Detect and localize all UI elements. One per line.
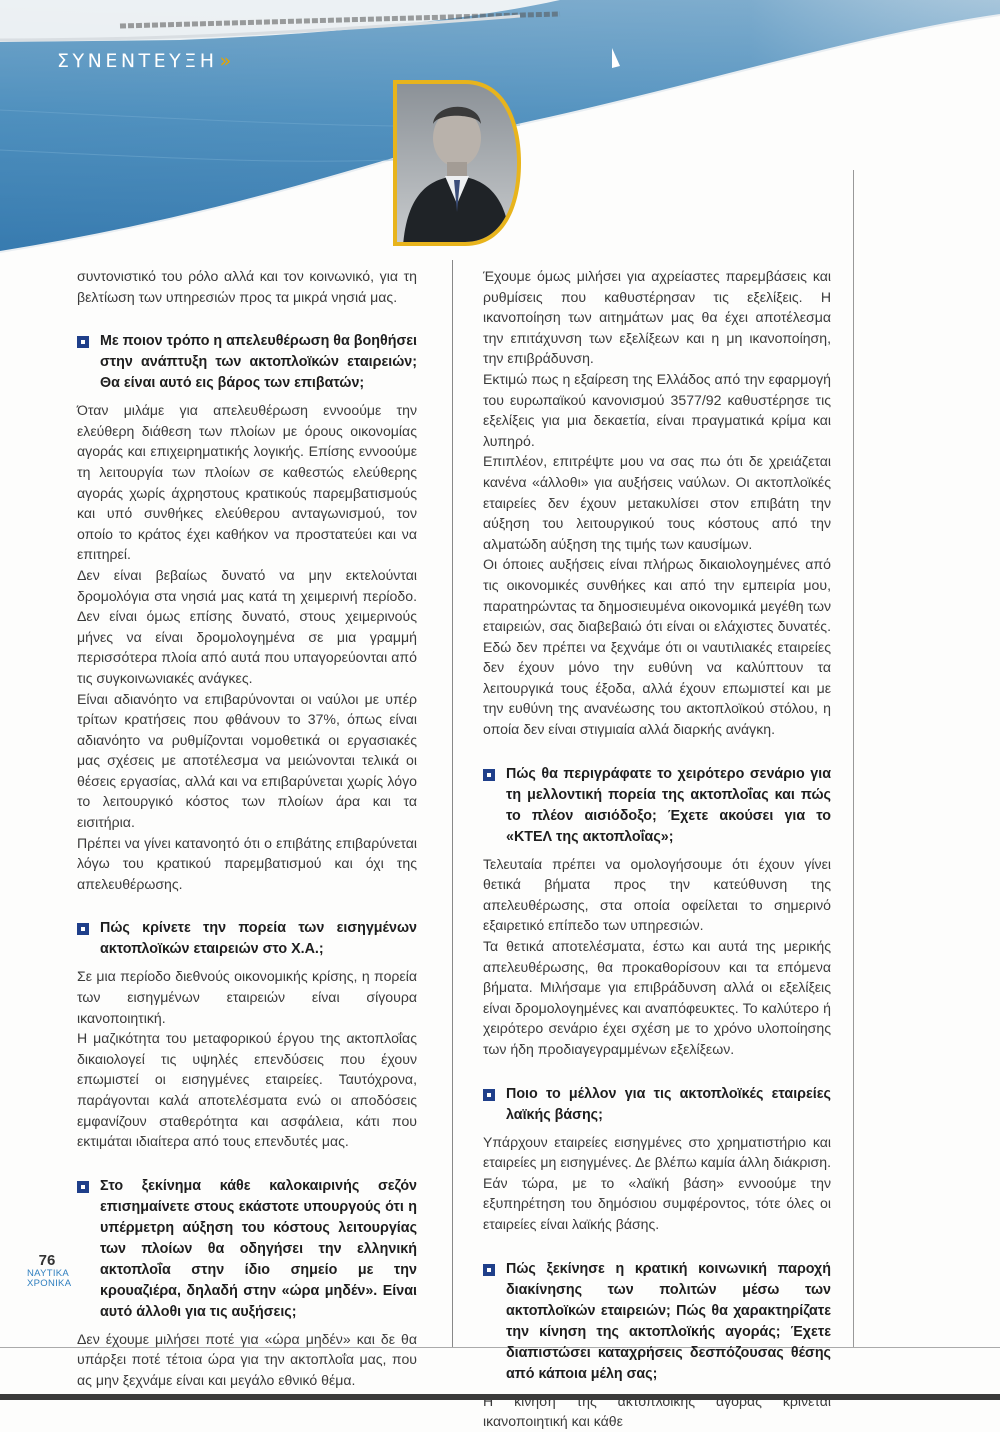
answer-paragraph: Σε μια περίοδο διεθνούς οικονομικής κρίσης, η πορεία των εισηγμένων εταιρειών είναι σίγουρα ικανοποιητική. xyxy=(77,968,417,1026)
question-bullet-icon xyxy=(77,336,89,348)
right-column xyxy=(483,266,831,1432)
page-number: 76 xyxy=(38,1252,56,1269)
question-bullet-icon xyxy=(483,769,495,781)
question-2 xyxy=(77,918,417,960)
question-4 xyxy=(483,764,831,848)
question-1 xyxy=(77,331,417,394)
answer-paragraph: Δεν έχουμε μιλήσει ποτέ για «ώρα μηδέν» και δε θα υπάρξει ποτέ τέτοια ώρα για την ακτοπλοΐα μας, που ας μην ξεχνάμε είναι και μεγάλο εθνικό θέμα. xyxy=(77,1330,417,1388)
question-bullet-icon xyxy=(483,1089,495,1101)
question-5 xyxy=(483,1084,831,1126)
answer-paragraph: Εκτιμώ πως η εξαίρεση της Ελλάδος από την εφαρμογή του ευρωπαϊκού κανονισμού 3577/92 καθυστέρησε τις εξελίξεις για μια δεκαετία, είναι πραγματικά κρίμα και λυπηρό. xyxy=(483,370,831,449)
answer-paragraph: Δεν είναι βεβαίως δυνατό να μην εκτελούνται δρομολόγια στα νησιά μας κατά τη χειμερινή περίοδο. Δεν είναι όμως επίσης δυνατό, στους χειμερινούς μήνες να είναι δρομολογημένα σε μια γραμμή περισσότερα πλοία από αυτά που υπαγορεύονται από τις συγκοινωνιακές ανάγκες. xyxy=(77,566,417,686)
question-4-text: Πώς θα περιγράφατε το χειρότερο σενάριο για τη μελλοντική πορεία της ακτοπλοΐας και πώς το πλέον αισιόδοξο; Έχετε ακούσει για το «ΚΤΕΛ της ακτοπλοΐας»; xyxy=(506,765,831,845)
question-6-text: Πώς ξεκίνησε η κρατική κοινωνική παροχή διακίνησης των πολιτών μέσω των ακτοπλοϊκών εταιρειών; Πώς θα χαρακτηρίζατε την κίνηση της ακτοπλοϊκής αγοράς; Έχετε διαπιστώσει καταχρήσεις δεσπόζουσας θέσης από κάποια μέλη σας; xyxy=(506,1260,831,1382)
answer-paragraph: Η μαζικότητα του μεταφορικού έργου της ακτοπλοΐας δικαιολογεί τις υψηλές επενδύσεις που έχουν επωμιστεί οι εισηγμένες εταιρείες. Ταυτόχρονα, παράγονται καλά αποτελέσματα ενώ οι αποδόσεις εμφανίζουν σταθερότητα και ασφάλεια, κάτι που εκτιμάται ιδιαίτερα από τους επενδυτές μας. xyxy=(77,1030,417,1150)
page-folio xyxy=(27,1252,72,1289)
question-5-text: Ποιο το μέλλον για τις ακτοπλοϊκές εταιρείες λαϊκής βάσης; xyxy=(506,1085,831,1123)
interviewee-portrait xyxy=(393,80,521,246)
question-3-text: Στο ξεκίνημα κάθε καλοκαιρινής σεζόν επισημαίνετε στους εκάστοτε υπουργούς ότι η υπέρμετρη αύξηση του κόστους λειτουργίας των πλοίων θα οδηγήσει την ελληνική ακτοπλοΐα στην ίδιο σημείο με την κρουαζιέρα, δηλαδή στην «ώρα μηδέν». Είναι αυτό άλλοθι για τις αυξήσεις; xyxy=(100,1177,417,1320)
left-column xyxy=(77,266,417,1391)
question-bullet-icon xyxy=(77,1181,89,1193)
answer-paragraph: Τα θετικά αποτελέσματα, έστω και αυτά της μερικής απελευθέρωσης, θα προκαθορίσουν και τα επόμενα βήματα. Μιλήσαμε για επιβράδυνση αλλά οι εξελίξεις είναι δρομολογημένες και αναπόφευκτες. Το καλύτερο ή χειρότερο σενάριο έχει σχέση με το χρόνο υλοποίησης των ήδη προδιαγεγραμμένων εξελίξεων. xyxy=(483,938,831,1057)
answer-paragraph: Είναι αδιανόητο να επιβαρύνονται οι ναύλοι με υπέρ τρίτων κρατήσεις που φθάνουν το 37%, όπως είναι αδιανόητο να ρυθμίζονται νομοθετικά οι εργασιακές μας σχέσεις με αποτέλεσμα να μειώνονται τελικά οι θέσεις εργασίας, αλλά και να επιβαρύνεται χωρίς λόγο το λειτουργικό κόστος των πλοίων άρα και τα εισιτήρια. xyxy=(77,690,417,831)
section-arrows: » xyxy=(219,50,232,72)
answer-paragraph: Τελευταία πρέπει να ομολογήσουμε ότι έχουν γίνει θετικά βήματα προς την κατεύθυνση της απελευθέρωσης, στα οποία οφείλεται το σημερινό εξαιρετικό επίπεδο των υπηρεσιών. xyxy=(483,855,831,934)
answer-paragraph: Η κίνηση της ακτοπλοϊκής αγοράς κρίνεται ικανοποιητική και κάθε xyxy=(483,1392,831,1430)
question-bullet-icon xyxy=(77,923,89,935)
answer-paragraph: Οι όποιες αυξήσεις είναι πλήρως δικαιολογημένες από τις οικονομικές συνθήκες και από την εμπειρία μου, παρατηρώντας τα δημοσιευμένα οικονομικά μεγέθη των εταιρειών, σας διαβεβαιώ ότι είναι οι ελάχιστες δυνατές. Εδώ δεν πρέπει να ξεχνάμε ότι οι ναυτιλιακές εταιρείες δεν έχουν μόνο την ευθύνη να καλύπτουν τα λειτουργικά τους έξοδα, αλλά έχουν επωμιστεί και με την ευθύνη της ανανέωσης του ακτοπλοϊκού στόλου, η οποία δεν είναι στιγμιαία αλλά διαρκής ανάγκη. xyxy=(483,556,831,738)
question-1-text: Με ποιον τρόπο η απελευθέρωση θα βοηθήσει στην ανάπτυξη των ακτοπλοϊκών εταιρειών; Θα είναι αυτό εις βάρος των επιβατών; xyxy=(100,333,417,392)
answer-paragraph: Πρέπει να γίνει κατανοητό ότι ο επιβάτης επιβαρύνεται λόγω του κρατικού παρεμβατισμού και όχι της απελευθέρωσης. xyxy=(77,834,417,892)
column-divider xyxy=(452,260,453,1347)
answer-paragraph: Έχουμε όμως μιλήσει για αχρείαστες παρεμβάσεις και ρυθμίσεις που καθυστέρησαν τις εξελίξεις. Η ικανοποίηση των αιτημάτων μας θα έχει αποτέλεσμα την επιτάχυνση των εξελίξεων και η μη ικανοποίηση, την επιβράδυνση. xyxy=(483,268,831,367)
question-6 xyxy=(483,1259,831,1385)
answer-paragraph: Όταν μιλάμε για απελευθέρωση εννοούμε την ελεύθερη διάθεση των πλοίων με όρους οικονομίας αγοράς και επιχειρηματικής λογικής. Επίσης εννοούμε τη λειτουργία των πλοίων σε καθεστώς ελεύθερης αγοράς χωρίς άχρηστους κρατικούς παρεμβατισμούς και υπό συνθήκες ελεύθερου ανταγωνισμού, τον οποίο το κράτος έχει καθήκον να προστατεύει και να επιτηρεί. xyxy=(77,402,417,563)
answer-paragraph: Επιπλέον, επιτρέψτε μου να σας πω ότι δε χρειάζεται κανένα «άλλοθι» για αυξήσεις ναύλων. Οι ακτοπλοϊκές εταιρείες δεν έχουν μετακυλίσει στον επιβάτη την αύξηση του λειτουργικού τους κόστους από την αλματώδη αύξηση της τιμής των καυσίμων. xyxy=(483,453,831,552)
right-margin-rule xyxy=(853,170,854,1347)
question-bullet-icon xyxy=(483,1264,495,1276)
magazine-name-line1: ΝΑΥΤΙΚΑ xyxy=(27,1268,70,1279)
question-2-text: Πώς κρίνετε την πορεία των εισηγμένων ακτοπλοϊκών εταιρειών στο Χ.Α.; xyxy=(100,920,417,958)
question-3 xyxy=(77,1176,417,1323)
magazine-name-line2: ΧΡΟΝΙΚΑ xyxy=(27,1278,72,1289)
section-label-text: ΣΥΝΕΝΤΕΥΞΗ xyxy=(57,50,218,72)
section-label xyxy=(57,50,231,72)
answer-paragraph: Υπάρχουν εταιρείες εισηγμένες στο χρηματιστήριο και εταιρείες μη εισηγμένες. Δε βλέπω καμία άλλη διάκριση. Εάν τώρα, με το «λαϊκή βάση» εννοούμε την εξυπηρέτηση του δημόσιου συμφέροντος, τότε όλες οι εταιρείες είναι λαϊκής βάσης. xyxy=(483,1133,831,1232)
intro-paragraph: συντονιστικό του ρόλο αλλά και τον κοινωνικό, για τη βελτίωση των υπηρεσιών προς τα μικρά νησιά μας. xyxy=(77,268,417,305)
